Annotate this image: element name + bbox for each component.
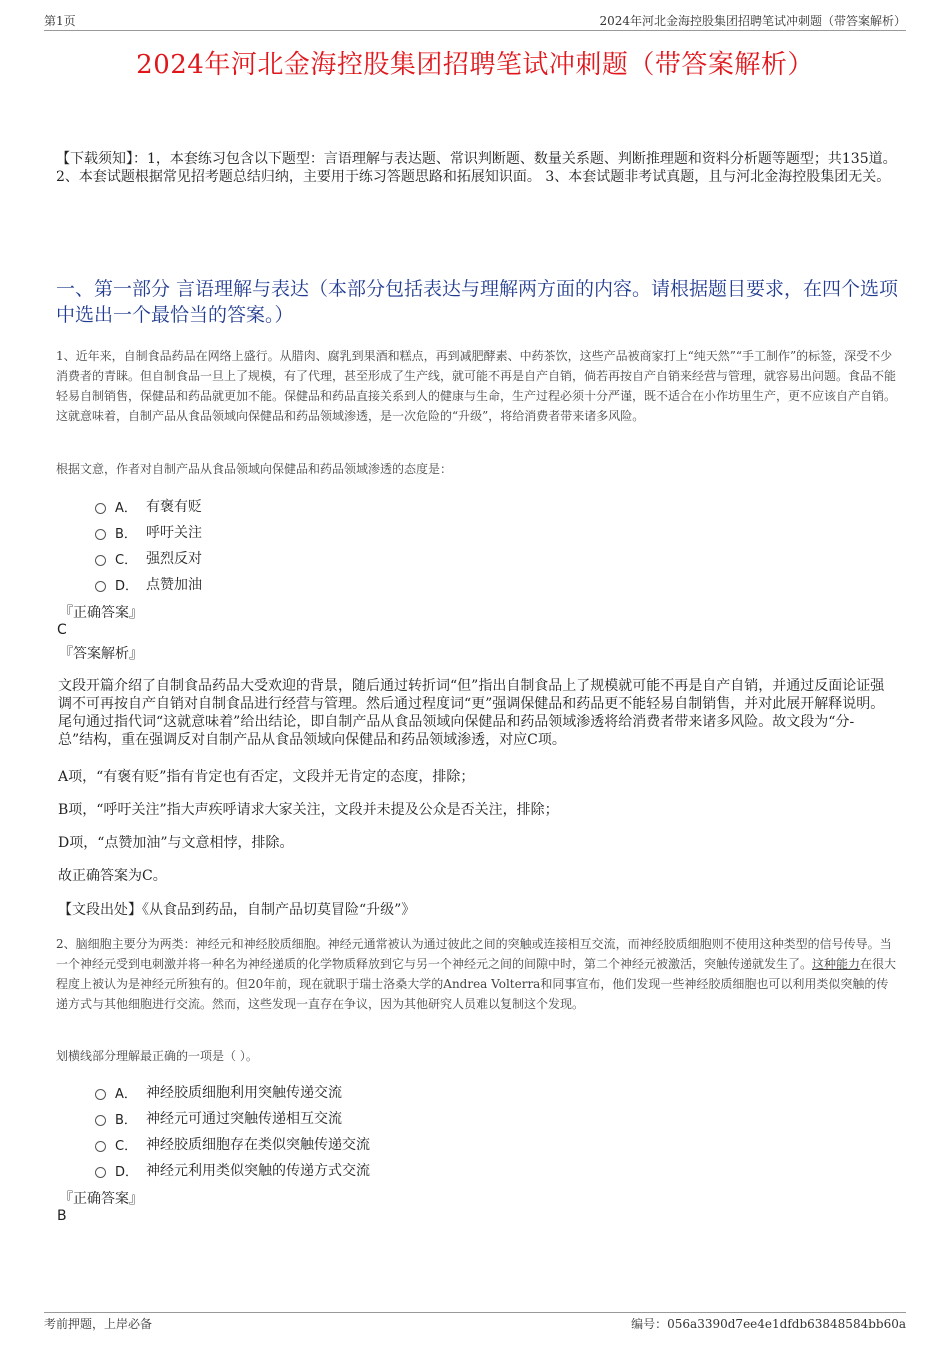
radio-icon[interactable]: [95, 503, 106, 514]
q1-analysis-b: B项，“呼吁关注”指大声疾呼请求大家关注，文段并未提及公众是否关注，排除；: [58, 802, 559, 818]
header-doc-title: 2024年河北金海控股集团招聘笔试冲刺题（带答案解析）: [599, 14, 906, 28]
page-header: [44, 10, 906, 31]
q1-source: 【文段出处】《从食品到药品，自制产品切莫冒险“升级”》: [58, 902, 416, 918]
q2-option-b[interactable]: B． 神经元可通过突触传递相互交流: [95, 1108, 342, 1128]
radio-icon[interactable]: [95, 1089, 106, 1100]
q2-passage: 2、脑细胞主要分为两类：神经元和神经胶质细胞。神经元通常被认为通过彼此之间的突触或连接相互交流，而神经胶质细胞则不使用这种类型的信号传导。当一个神经元受到电刺激并将一种名为神经递质的化学物质释放到它与另一个神经元之间的间隙中时，第二个神经元被激活，突触传递就发生了。这种能力在很大程度上被认为是神经元所独有的。但20年前，现在就职于瑞士洛桑大学的Andrea Volterra和同事宣布，他们发现一些神经胶质细胞也可以利用类似突触的传递方式与其他细胞进行交流。然而，这些发现一直存在争议，因为其他研究人员难以复制这个发现。: [56, 937, 897, 1011]
radio-icon[interactable]: [95, 555, 106, 566]
section-heading: 一、第一部分 言语理解与表达（本部分包括表达与理解两方面的内容。请根据题目要求，在四个选项中选出一个最恰当的答案。）: [56, 278, 899, 326]
q1-analysis: 文段开篇介绍了自制食品药品大受欢迎的背景，随后通过转折词“但”指出自制食品上了规模就可能不再是自产自销，并通过反面论证强调不可再按自产自销对自制食品进行经营与管理。然后通过程度词“更”强调保健品和药品更不能轻易自制销售，并对此展开解释说明。尾句通过指代词“这就意味着”给出结论，即自制产品从食品领域向保健品和药品领域渗透将给消费者带来诸多风险。故文段为“分-总”结构，重在强调反对自制产品从食品领域向保健品和药品领域渗透，对应C项。: [58, 678, 885, 748]
radio-icon[interactable]: [95, 1141, 106, 1152]
q2-option-d[interactable]: D． 神经元利用类似突触的传递方式交流: [95, 1160, 370, 1180]
radio-icon[interactable]: [95, 1167, 106, 1178]
q1-analysis-a: A项，“有褒有贬”指有肯定也有否定，文段并无肯定的态度，排除；: [58, 769, 475, 785]
page-number: 第1页: [44, 14, 76, 28]
q1-passage: 1、近年来，自制食品药品在网络上盛行。从腊肉、腐乳到果酒和糕点，再到减肥酵素、中药茶饮，这些产品被商家打上“纯天然”“手工制作”的标签，深受不少消费者的青睐。但自制食品一旦上了规模，有了代理，甚至形成了生产线，就可能不再是自产自销，倘若再按自产自销来经营与管理，就容易出问题。食品不能轻易自制销售，保健品和药品就更加不能。保健品和药品直接关系到人的健康与生命，生产过程必须十分严谨，既不适合在小作坊里生产，更不应该自产自销。这就意味着，自制产品从食品领域向保健品和药品领域渗透，是一次危险的“升级”，将给消费者带来诸多风险。: [56, 349, 897, 423]
download-notice: 【下载须知】：1，本套练习包含以下题型：言语理解与表达题、常识判断题、数量关系题、判断推理题和资料分析题等题型；共135道。 2、本套试题根据常见招考题总结归纳，主要用于练习答题思路和拓展知识面。 3、本套试题非考试真题，且与河北金海控股集团无关。: [56, 151, 897, 185]
q2-stem: 划横线部分理解最正确的一项是（ ）。: [56, 1049, 258, 1063]
q1-analysis-d: D项，“点赞加油”与文意相悖，排除。: [58, 835, 294, 851]
q2-option-c[interactable]: C． 神经胶质细胞存在类似突触传递交流: [95, 1134, 370, 1154]
q1-option-c[interactable]: C． 强烈反对: [95, 548, 202, 568]
q1-option-b[interactable]: B． 呼吁关注: [95, 522, 202, 542]
q1-answer: C: [57, 622, 67, 638]
q1-answer-label: 『正确答案』: [59, 605, 143, 621]
footer-slogan: 考前押题，上岸必备: [44, 1317, 153, 1331]
radio-icon[interactable]: [95, 581, 106, 592]
q1-analysis-label: 『答案解析』: [59, 646, 143, 662]
q1-option-a[interactable]: A． 有褒有贬: [95, 496, 202, 516]
footer-doc-id: 编号：056a3390d7ee4e1dfdb63848584bb60a: [631, 1317, 906, 1331]
radio-icon[interactable]: [95, 1115, 106, 1126]
q2-answer-label: 『正确答案』: [59, 1191, 143, 1207]
q1-stem: 根据文意，作者对自制产品从食品领域向保健品和药品领域渗透的态度是：: [56, 462, 453, 476]
q1-conclusion: 故正确答案为C。: [58, 868, 167, 884]
q2-option-a[interactable]: A． 神经胶质细胞利用突触传递交流: [95, 1082, 342, 1102]
radio-icon[interactable]: [95, 529, 106, 540]
q2-answer: B: [57, 1208, 67, 1224]
q1-option-d[interactable]: D． 点赞加油: [95, 574, 202, 594]
q2-underlined-phrase: 这种能力: [812, 957, 861, 971]
page-footer: [44, 1312, 906, 1331]
document-title: 2024年河北金海控股集团招聘笔试冲刺题（带答案解析）: [136, 50, 814, 80]
